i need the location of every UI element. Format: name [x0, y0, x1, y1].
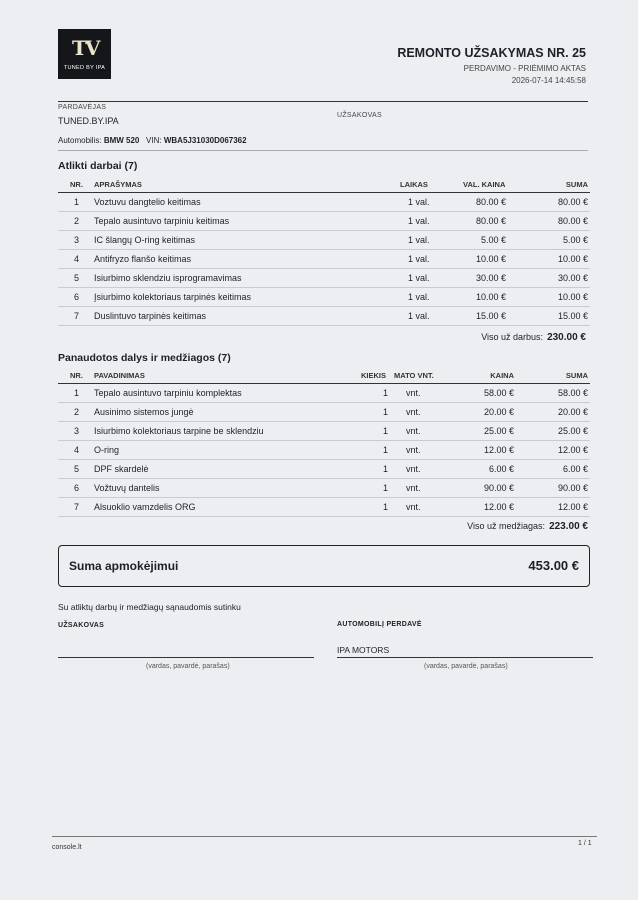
parts-row: [58, 384, 590, 403]
parts-cell-sum: 12.00 €: [557, 502, 588, 512]
sign-left-hint: (vardas, pavardė, parašas): [146, 663, 230, 670]
works-row: [58, 269, 590, 288]
works-cell-nr: 7: [74, 311, 80, 321]
works-row: [58, 307, 590, 326]
parts-cell-price: 25.00 €: [483, 426, 514, 436]
footer-page: 1 / 1: [578, 840, 592, 847]
works-row: [58, 288, 590, 307]
works-cell-time: 1 val.: [408, 273, 430, 283]
works-row: [58, 193, 590, 212]
parts-row: [58, 441, 590, 460]
grand-total-value: 453.00 €: [528, 558, 579, 573]
works-cell-time: 1 val.: [408, 197, 430, 207]
works-cell-price: 80.00 €: [475, 197, 506, 207]
parts-cell-price: 12.00 €: [483, 445, 514, 455]
works-cell-nr: 5: [74, 273, 80, 283]
works-cell-sum: 30.00 €: [557, 273, 588, 283]
sign-right-hint: (vardas, pavardė, parašas): [424, 663, 508, 670]
logo-text: TUNED BY IPA: [63, 65, 106, 71]
parts-row: [58, 498, 590, 517]
seller-label: PARDAVĖJAS: [58, 104, 107, 111]
parts-cell-sum: 25.00 €: [557, 426, 588, 436]
works-cell-nr: 2: [74, 216, 80, 226]
parts-col-nr: NR.: [70, 371, 83, 380]
parts-cell-qty: 1: [383, 426, 389, 436]
parts-cell-qty: 1: [383, 464, 389, 474]
parts-total-value: 223.00 €: [549, 521, 588, 532]
parts-cell-nr: 7: [74, 502, 80, 512]
works-cell-sum: 15.00 €: [557, 311, 588, 321]
works-cell-price: 80.00 €: [475, 216, 506, 226]
works-cell-desc: Tepalo ausintuvo tarpiniu keitimas: [94, 216, 230, 226]
works-cell-sum: 10.00 €: [557, 292, 588, 302]
sign-right-label: AUTOMOBILĮ PERDAVĖ: [337, 621, 422, 628]
car-label: Automobilis:: [58, 136, 102, 145]
sign-right-name: IPA MOTORS: [337, 645, 390, 655]
grand-total-label: Suma apmokėjimui: [69, 559, 179, 573]
parts-row: [58, 422, 590, 441]
parts-cell-unit: vnt.: [406, 388, 421, 398]
parts-cell-nr: 5: [74, 464, 80, 474]
works-cell-sum: 80.00 €: [557, 216, 588, 226]
buyer-label: UŽSAKOVAS: [337, 112, 382, 119]
sign-left-label: UŽSAKOVAS: [58, 622, 105, 629]
works-col-desc: APRAŠYMAS: [94, 180, 142, 189]
seller-name: TUNED.BY.IPA: [58, 116, 119, 126]
car-model: BMW 520: [103, 136, 140, 145]
works-cell-nr: 3: [74, 235, 80, 245]
parts-row: [58, 460, 590, 479]
works-cell-price: 15.00 €: [475, 311, 506, 321]
works-cell-price: 10.00 €: [475, 292, 506, 302]
parts-cell-qty: 1: [383, 483, 389, 493]
vin-label: VIN:: [146, 136, 162, 145]
parts-table: [58, 367, 590, 517]
sign-right-line: [337, 657, 593, 658]
works-header-row: [58, 176, 590, 193]
car-divider: [58, 150, 588, 151]
parts-title: Panaudotos dalys ir medžiagos (7): [58, 352, 231, 364]
works-cell-time: 1 val.: [408, 254, 430, 264]
parts-cell-nr: 2: [74, 407, 80, 417]
document-subtitle: PERDAVIMO - PRIĖMIMO AKTAS: [463, 64, 586, 73]
parts-row: [58, 403, 590, 422]
parts-col-name: PAVADINIMAS: [94, 371, 145, 380]
parts-cell-unit: vnt.: [406, 407, 421, 417]
works-cell-desc: Įsiurbimo kolektoriaus tarpinės keitimas: [94, 292, 252, 302]
parts-cell-price: 20.00 €: [483, 407, 514, 417]
works-col-nr: NR.: [70, 180, 83, 189]
parts-cell-unit: vnt.: [406, 426, 421, 436]
parts-cell-qty: 1: [383, 445, 389, 455]
parts-cell-qty: 1: [383, 502, 389, 512]
parts-cell-nr: 6: [74, 483, 80, 493]
parts-cell-price: 90.00 €: [483, 483, 514, 493]
parts-cell-sum: 12.00 €: [557, 445, 588, 455]
works-cell-desc: Antifryzo flanšo keitimas: [94, 254, 192, 264]
works-cell-sum: 5.00 €: [562, 235, 588, 245]
parts-cell-sum: 6.00 €: [562, 464, 588, 474]
header-divider: [58, 101, 588, 102]
parts-col-sum: SUMA: [565, 371, 588, 380]
parts-row: [58, 479, 590, 498]
parts-cell-sum: 90.00 €: [557, 483, 588, 493]
works-cell-time: 1 val.: [408, 235, 430, 245]
works-title: Atlikti darbai (7): [58, 160, 138, 172]
parts-cell-unit: vnt.: [406, 502, 421, 512]
works-cell-nr: 4: [74, 254, 80, 264]
works-row: [58, 212, 590, 231]
document-title: REMONTO UŽSAKYMAS NR. 25: [397, 46, 586, 60]
footer-left: console.lt: [52, 844, 82, 851]
parts-body: [58, 384, 590, 517]
parts-cell-qty: 1: [383, 388, 389, 398]
works-cell-desc: Duslintuvo tarpinės keitimas: [94, 311, 207, 321]
works-cell-time: 1 val.: [408, 216, 430, 226]
document-datetime: 2026-07-14 14:45:58: [511, 76, 586, 85]
parts-cell-sum: 58.00 €: [557, 388, 588, 398]
parts-cell-nr: 4: [74, 445, 80, 455]
works-col-sum: SUMA: [565, 180, 588, 189]
parts-cell-nr: 1: [74, 388, 80, 398]
works-col-price: VAL. KAINA: [463, 180, 506, 189]
grand-total-box: [58, 545, 590, 587]
agreement-text: Su atliktų darbų ir medžiagų sąnaudomis sutinku: [58, 602, 241, 612]
parts-col-unit: MATO VNT.: [394, 371, 434, 380]
works-cell-time: 1 val.: [408, 311, 430, 321]
logo-mark: TV: [72, 36, 99, 60]
footer-divider: [52, 836, 597, 837]
parts-cell-name: O-ring: [94, 445, 120, 455]
parts-cell-name: Ausinimo sistemos jungė: [94, 407, 194, 417]
works-cell-desc: Isiurbimo sklendziu isprogramavimas: [94, 273, 242, 283]
works-total: [481, 332, 586, 343]
parts-col-qty: KIEKIS: [361, 371, 387, 380]
parts-cell-unit: vnt.: [406, 464, 421, 474]
parts-cell-price: 58.00 €: [483, 388, 514, 398]
parts-col-price: KAINA: [490, 371, 514, 380]
parts-cell-name: Tepalo ausintuvo tarpiniu komplektas: [94, 388, 242, 398]
car-info: [58, 136, 247, 145]
parts-total-label: Viso už medžiagas:: [467, 521, 546, 531]
parts-cell-name: Alsuoklio vamzdelis ORG: [94, 502, 196, 512]
works-total-label: Viso už darbus:: [481, 332, 544, 342]
parts-cell-price: 6.00 €: [488, 464, 514, 474]
company-logo: [58, 29, 111, 79]
sign-left-line: [58, 657, 314, 658]
works-cell-sum: 10.00 €: [557, 254, 588, 264]
works-col-time: LAIKAS: [400, 180, 428, 189]
works-row: [58, 231, 590, 250]
works-cell-desc: Voztuvu dangtelio keitimas: [94, 197, 201, 207]
works-cell-price: 5.00 €: [480, 235, 506, 245]
works-cell-nr: 1: [74, 197, 80, 207]
parts-cell-name: Isiurbimo kolektoriaus tarpine be sklendziu: [94, 426, 264, 436]
parts-cell-qty: 1: [383, 407, 389, 417]
parts-total: [467, 521, 588, 532]
parts-cell-unit: vnt.: [406, 445, 421, 455]
works-row: [58, 250, 590, 269]
works-table: [58, 176, 590, 326]
works-total-value: 230.00 €: [547, 332, 586, 343]
parts-cell-nr: 3: [74, 426, 80, 436]
works-cell-price: 30.00 €: [475, 273, 506, 283]
parts-cell-sum: 20.00 €: [557, 407, 588, 417]
parts-cell-unit: vnt.: [406, 483, 421, 493]
vin-value: WBA5J31030D067362: [163, 136, 247, 145]
parts-cell-name: DPF skardelė: [94, 464, 149, 474]
works-cell-time: 1 val.: [408, 292, 430, 302]
works-body: [58, 193, 590, 326]
parts-cell-price: 12.00 €: [483, 502, 514, 512]
works-cell-desc: IC šlangų O-ring keitimas: [94, 235, 196, 245]
parts-cell-name: Vožtuvų dantelis: [94, 483, 160, 493]
works-cell-sum: 80.00 €: [557, 197, 588, 207]
works-cell-nr: 6: [74, 292, 80, 302]
parts-header-row: [58, 367, 590, 384]
works-cell-price: 10.00 €: [475, 254, 506, 264]
